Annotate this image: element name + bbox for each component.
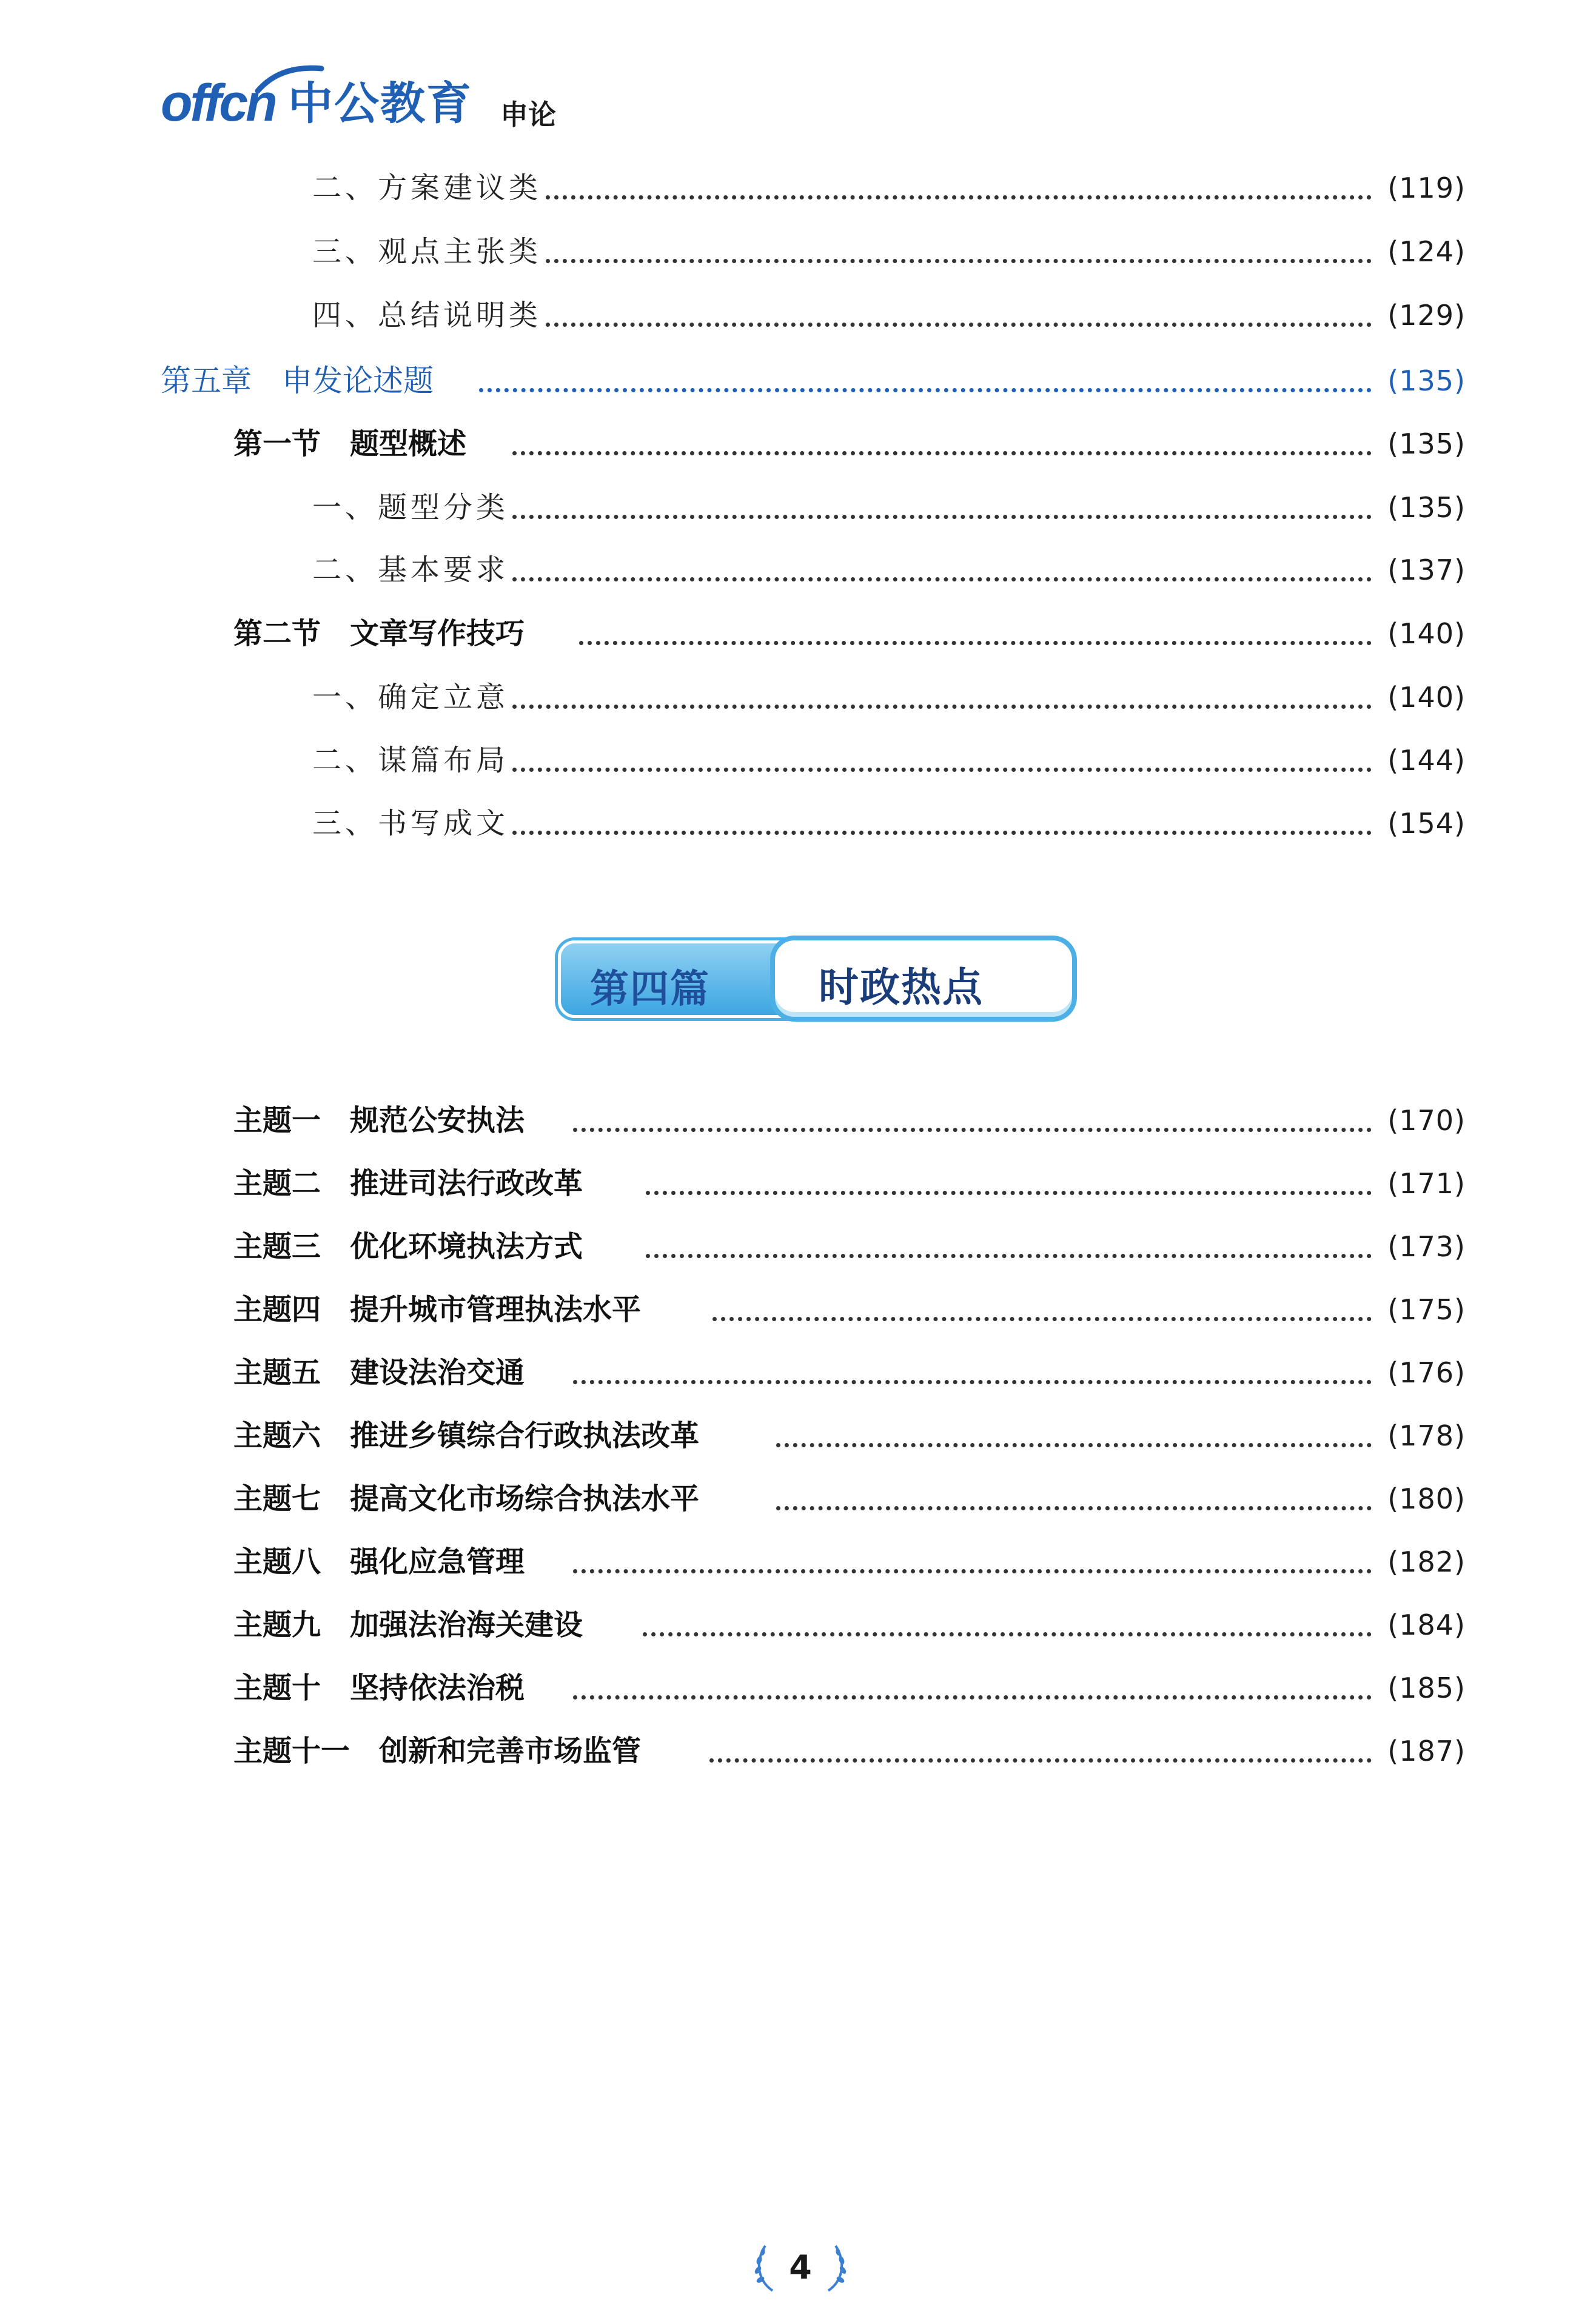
dot-leader — [573, 1695, 1372, 1700]
toc-topic-page: (187) — [1387, 1735, 1466, 1767]
toc-entry[interactable] — [0, 291, 1596, 340]
toc-topic-label: 主题七 提高文化市场综合执法水平 — [233, 1482, 700, 1516]
dot-leader — [546, 195, 1372, 199]
part-title-tab — [770, 936, 1077, 1022]
toc-entry-label: 一、确定立意 — [312, 680, 509, 714]
toc-topic[interactable] — [0, 1664, 1596, 1712]
toc-chapter-page: (135) — [1387, 364, 1466, 397]
toc-entry-page: (124) — [1387, 235, 1466, 268]
dot-leader — [646, 1191, 1372, 1195]
page-footer — [740, 2237, 861, 2298]
toc-entry-label: 三、观点主张类 — [312, 235, 542, 269]
toc-topic[interactable] — [0, 1348, 1596, 1397]
toc-topic-page: (170) — [1387, 1104, 1466, 1137]
toc-entry[interactable] — [0, 736, 1596, 785]
toc-topic-page: (185) — [1387, 1672, 1466, 1704]
dot-leader — [573, 1380, 1372, 1384]
toc-entry[interactable] — [0, 673, 1596, 722]
laurel-right-icon — [823, 2242, 849, 2293]
dot-leader — [646, 1254, 1372, 1258]
toc-topic[interactable] — [0, 1222, 1596, 1271]
toc-entry[interactable] — [0, 483, 1596, 532]
toc-section-label: 第二节 文章写作技巧 — [233, 617, 525, 651]
dot-leader — [776, 1443, 1372, 1447]
dot-leader — [712, 1317, 1372, 1321]
toc-topic[interactable] — [0, 1538, 1596, 1586]
toc-topic-label: 主题四 提升城市管理执法水平 — [233, 1293, 642, 1327]
toc-entry-page: (137) — [1387, 554, 1466, 586]
toc-topic-page: (184) — [1387, 1609, 1466, 1641]
toc-entry-page: (154) — [1387, 807, 1466, 840]
part-title: 时政热点 — [819, 964, 984, 1011]
toc-entry[interactable] — [0, 164, 1596, 212]
toc-topic-page: (178) — [1387, 1419, 1466, 1452]
dot-leader — [709, 1758, 1372, 1763]
toc-topic[interactable] — [0, 1475, 1596, 1523]
toc-chapter-label: 第五章 申发论述题 — [161, 363, 434, 398]
toc-entry-page: (119) — [1387, 172, 1466, 204]
dot-leader — [573, 1128, 1372, 1132]
toc-topic[interactable] — [0, 1285, 1596, 1334]
toc-entry-label: 二、基本要求 — [312, 553, 509, 587]
toc-topic-page: (176) — [1387, 1356, 1466, 1389]
logo-latin-text: offcn — [161, 74, 275, 132]
toc-chapter[interactable] — [0, 357, 1596, 405]
dot-leader — [479, 388, 1372, 392]
toc-topic-label: 主题十 坚持依法治税 — [233, 1671, 525, 1705]
toc-topic-label: 主题一 规范公安执法 — [233, 1103, 525, 1137]
dot-leader — [512, 705, 1372, 709]
part-banner — [558, 931, 1073, 1022]
toc-entry-label: 二、方案建议类 — [312, 171, 542, 205]
dot-leader — [643, 1632, 1372, 1636]
toc-entry-label: 一、题型分类 — [312, 491, 509, 524]
toc-topic[interactable] — [0, 1412, 1596, 1460]
toc-entry[interactable] — [0, 227, 1596, 276]
toc-entry-label: 二、谋篇布局 — [312, 743, 509, 777]
part-number: 第四篇 — [590, 967, 710, 1012]
page-header — [161, 64, 1495, 130]
toc-entry-page: (129) — [1387, 299, 1466, 332]
toc-topic-label: 主题六 推进乡镇综合行政执法改革 — [233, 1419, 700, 1453]
toc-topic-label: 主题八 强化应急管理 — [233, 1545, 525, 1579]
dot-leader — [512, 451, 1372, 455]
dot-leader — [776, 1506, 1372, 1510]
toc-section[interactable] — [0, 609, 1596, 658]
dot-leader — [512, 577, 1372, 581]
toc-topic-label: 主题九 加强法治海关建设 — [233, 1608, 583, 1642]
toc-section[interactable] — [0, 420, 1596, 468]
toc-section-label: 第一节 题型概述 — [233, 427, 467, 461]
offcn-logo — [161, 64, 476, 130]
logo-chinese-text: 中公教育 — [288, 78, 472, 130]
toc-topic-page: (171) — [1387, 1167, 1466, 1200]
toc-topic[interactable] — [0, 1601, 1596, 1649]
toc-topic[interactable] — [0, 1159, 1596, 1208]
toc-topic-page: (182) — [1387, 1545, 1466, 1578]
dot-leader — [546, 323, 1372, 327]
dot-leader — [512, 768, 1372, 772]
toc-section-page: (140) — [1387, 617, 1466, 650]
page-number: 4 — [789, 2248, 812, 2286]
part-number-tab — [558, 940, 806, 1018]
toc-topic-label: 主题三 优化环境执法方式 — [233, 1230, 583, 1264]
toc-entry[interactable] — [0, 799, 1596, 848]
subject-title: 申论 — [500, 98, 556, 131]
toc-topic-page: (175) — [1387, 1293, 1466, 1326]
toc-entry-page: (144) — [1387, 744, 1466, 777]
toc-entry[interactable] — [0, 546, 1596, 594]
dot-leader — [512, 831, 1372, 835]
toc-topic-label: 主题十一 创新和完善市场监管 — [233, 1734, 642, 1768]
toc-entry-page: (135) — [1387, 491, 1466, 524]
toc-topic-label: 主题五 建设法治交通 — [233, 1356, 525, 1390]
toc-entry-label: 三、书写成文 — [312, 806, 509, 840]
dot-leader — [546, 259, 1372, 263]
dot-leader — [573, 1569, 1372, 1573]
toc-topic[interactable] — [0, 1096, 1596, 1145]
toc-topic[interactable] — [0, 1727, 1596, 1775]
toc-topic-label: 主题二 推进司法行政改革 — [233, 1167, 583, 1201]
toc-topic-page: (180) — [1387, 1482, 1466, 1515]
toc-topic-page: (173) — [1387, 1230, 1466, 1263]
toc-entry-page: (140) — [1387, 681, 1466, 714]
toc-entry-label: 四、总结说明类 — [312, 298, 542, 332]
toc-section-page: (135) — [1387, 427, 1466, 460]
dot-leader — [512, 515, 1372, 519]
dot-leader — [579, 641, 1372, 645]
